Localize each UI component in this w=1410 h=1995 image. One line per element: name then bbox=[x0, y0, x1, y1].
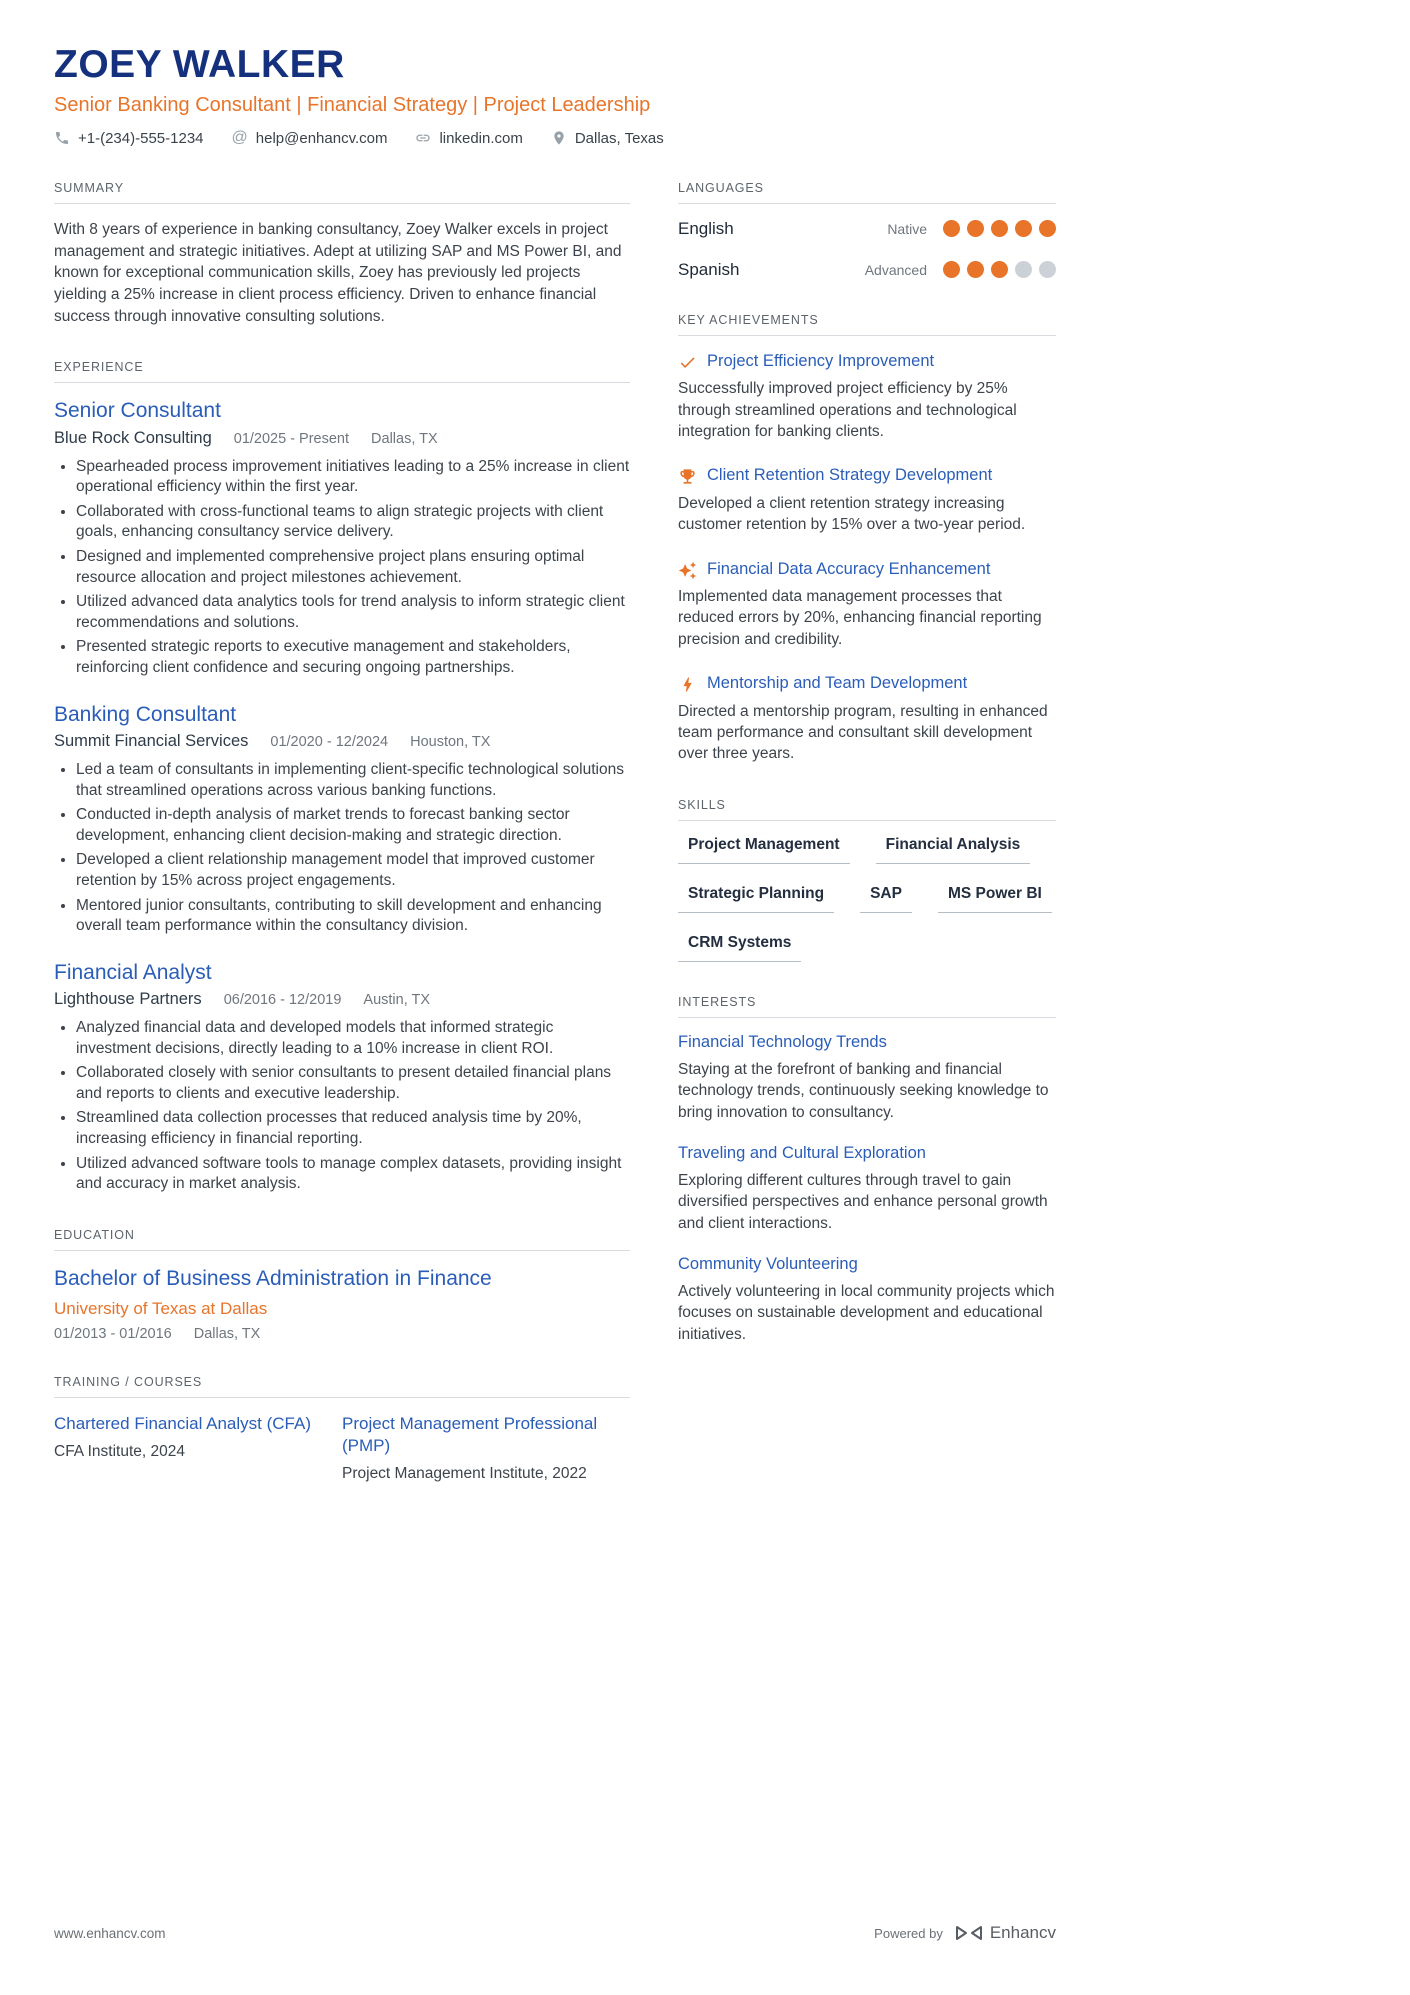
interest-title: Financial Technology Trends bbox=[678, 1032, 887, 1051]
rating-dot-empty bbox=[1039, 261, 1056, 278]
achievement-title: Project Efficiency Improvement bbox=[707, 351, 935, 370]
achievement-head bbox=[678, 351, 1056, 372]
enhancv-logo-icon bbox=[955, 1924, 983, 1942]
job-bullet: Conducted in-depth analysis of market trends to forecast banking sector development, enhancing client decision-making and strategic direction. bbox=[54, 805, 630, 846]
skill-item: Project Management bbox=[678, 836, 850, 864]
contact-email[interactable] bbox=[232, 130, 388, 147]
skill-item: SAP bbox=[860, 885, 912, 913]
achievement-head bbox=[678, 673, 1056, 694]
trophy-icon bbox=[678, 467, 697, 486]
course-org: Project Management Institute, 2022 bbox=[342, 1465, 587, 1483]
contact-row bbox=[54, 130, 1056, 147]
interest-item bbox=[678, 1033, 1056, 1123]
skills-list bbox=[678, 836, 1056, 962]
job-dates: 01/2020 - 12/2024 bbox=[270, 733, 389, 750]
enhancv-brand-name: Enhancv bbox=[989, 1923, 1056, 1942]
enhancv-brand[interactable] bbox=[955, 1923, 1056, 1943]
job-meta bbox=[54, 429, 630, 448]
job-meta bbox=[54, 732, 630, 751]
skill-item: Financial Analysis bbox=[876, 836, 1031, 864]
job-title: Banking Consultant bbox=[54, 702, 237, 726]
degree-title: Bachelor of Business Administration in Finance bbox=[54, 1266, 492, 1290]
job-bullet: Spearheaded process improvement initiatives leading to a 25% increase in client operational efficiency within the first year. bbox=[54, 457, 630, 498]
experience-section bbox=[54, 360, 630, 1195]
language-level: Advanced bbox=[864, 261, 927, 278]
rating-dot-filled bbox=[943, 220, 960, 237]
achievement-head bbox=[678, 559, 1056, 580]
language-row bbox=[678, 260, 1056, 280]
job-bullet: Utilized advanced software tools to manage complex datasets, providing insight and accuracy in market analysis. bbox=[54, 1154, 630, 1195]
experience-item bbox=[54, 702, 630, 937]
education-meta bbox=[54, 1326, 630, 1342]
left-column bbox=[54, 181, 630, 1518]
achievement-item bbox=[678, 559, 1056, 651]
interests-heading: INTERESTS bbox=[678, 995, 1056, 1018]
interest-title: Community Volunteering bbox=[678, 1255, 858, 1274]
right-column bbox=[678, 181, 1056, 1518]
language-level: Native bbox=[887, 220, 927, 237]
language-row bbox=[678, 219, 1056, 239]
language-name: Spanish bbox=[678, 259, 740, 279]
achievement-text: Implemented data management processes that reduced errors by 20%, enhancing financial reporting precision and credibility. bbox=[678, 588, 1042, 648]
resume-page bbox=[54, 0, 1056, 1518]
contact-phone-text: +1-(234)-555-1234 bbox=[78, 129, 204, 147]
interest-text: Staying at the forefront of banking and financial technology trends, continuously seeking knowledge to bring innovation to consultancy. bbox=[678, 1060, 1049, 1121]
language-rating bbox=[943, 261, 1056, 278]
contact-link-text: linkedin.com bbox=[439, 129, 523, 147]
lightning-icon bbox=[678, 675, 697, 694]
job-bullet: Developed a client relationship management model that improved customer retention by 15% across project engagements. bbox=[54, 850, 630, 891]
training-section bbox=[54, 1375, 630, 1484]
rating-dot-empty bbox=[1015, 261, 1032, 278]
achievement-item bbox=[678, 673, 1056, 765]
training-heading: TRAINING / COURSES bbox=[54, 1375, 630, 1398]
summary-text: With 8 years of experience in banking consultancy, Zoey Walker excels in project management and strategic initiatives. Adept at utilizing SAP and MS Power BI, and known for exceptional communication skills, Zoey has previously led projects yielding a 25% increase in client process efficiency. Driven to enhance financial success through innovative consulting solutions. bbox=[54, 220, 622, 325]
skill-item: CRM Systems bbox=[678, 934, 801, 962]
achievement-title: Financial Data Accuracy Enhancement bbox=[707, 559, 991, 578]
course-item bbox=[54, 1413, 314, 1484]
powered-by bbox=[874, 1923, 1056, 1943]
phone-icon bbox=[54, 130, 70, 146]
skill-item: Strategic Planning bbox=[678, 885, 834, 913]
experience-item bbox=[54, 398, 630, 678]
rating-dot-filled bbox=[991, 261, 1008, 278]
job-bullet: Led a team of consultants in implementing client-specific technological solutions that streamlined operations across various banking functions. bbox=[54, 760, 630, 801]
interests-section bbox=[678, 995, 1056, 1345]
powered-by-label: Powered by bbox=[874, 1925, 943, 1941]
language-rating bbox=[943, 220, 1056, 237]
contact-phone[interactable] bbox=[54, 130, 204, 147]
education-heading: EDUCATION bbox=[54, 1228, 630, 1251]
job-location: Austin, TX bbox=[363, 992, 431, 1009]
summary-heading: SUMMARY bbox=[54, 181, 630, 204]
footer-site-link[interactable]: www.enhancv.com bbox=[54, 1925, 166, 1941]
achievement-item bbox=[678, 351, 1056, 443]
skills-heading: SKILLS bbox=[678, 798, 1056, 821]
rating-dot-filled bbox=[967, 220, 984, 237]
job-bullet: Streamlined data collection processes that reduced analysis time by 20%, increasing efficiency in financial reporting. bbox=[54, 1108, 630, 1149]
job-location: Dallas, TX bbox=[371, 430, 438, 447]
job-company: Blue Rock Consulting bbox=[54, 428, 212, 447]
skills-section bbox=[678, 798, 1056, 962]
contact-location-text: Dallas, Texas bbox=[574, 129, 664, 147]
job-bullet: Analyzed financial data and developed models that informed strategic investment decisions, directly leading to a 10% increase in client ROI. bbox=[54, 1018, 630, 1059]
job-title: Senior Consultant bbox=[54, 399, 221, 423]
achievements-heading: KEY ACHIEVEMENTS bbox=[678, 313, 1056, 336]
job-dates: 01/2025 - Present bbox=[233, 430, 350, 447]
candidate-headline: Senior Banking Consultant | Financial Strategy | Project Leadership bbox=[54, 93, 651, 116]
skill-item: MS Power BI bbox=[938, 885, 1052, 913]
experience-item bbox=[54, 960, 630, 1195]
job-bullets bbox=[54, 760, 630, 937]
course-item bbox=[342, 1413, 602, 1484]
rating-dot-filled bbox=[943, 261, 960, 278]
achievement-text: Developed a client retention strategy increasing customer retention by 15% over a two-year period. bbox=[678, 494, 1026, 534]
achievement-item bbox=[678, 465, 1056, 535]
interest-title: Traveling and Cultural Exploration bbox=[678, 1143, 926, 1162]
job-bullet: Collaborated with cross-functional teams to align strategic projects with client goals, enhancing consultancy service delivery. bbox=[54, 502, 630, 543]
job-bullet: Mentored junior consultants, contributing to skill development and enhancing overall team performance within the consultancy division. bbox=[54, 896, 630, 937]
interest-text: Exploring different cultures through travel to gain diversified perspectives and enhance personal growth and client interactions. bbox=[678, 1171, 1048, 1232]
job-bullets bbox=[54, 457, 630, 679]
achievement-text: Directed a mentorship program, resulting in enhanced team performance and consultant skill development over three years. bbox=[678, 702, 1048, 763]
sparkle-star-icon bbox=[678, 561, 697, 580]
job-bullets bbox=[54, 1018, 630, 1195]
job-company: Lighthouse Partners bbox=[54, 990, 202, 1009]
experience-heading: EXPERIENCE bbox=[54, 360, 630, 383]
rating-dot-filled bbox=[991, 220, 1008, 237]
resume-columns bbox=[54, 181, 1056, 1518]
languages-section bbox=[678, 181, 1056, 280]
achievements-section bbox=[678, 313, 1056, 765]
education-section bbox=[54, 1228, 630, 1342]
candidate-name: ZOEY WALKER bbox=[54, 43, 345, 86]
achievement-title: Mentorship and Team Development bbox=[707, 674, 968, 693]
interest-text: Actively volunteering in local community projects which focuses on sustainable development and educational initiatives. bbox=[678, 1283, 1055, 1343]
job-dates: 06/2016 - 12/2019 bbox=[223, 992, 342, 1009]
job-bullet: Collaborated closely with senior consultants to present detailed financial plans and reports to clients and executive leadership. bbox=[54, 1063, 630, 1104]
course-title: Project Management Professional (PMP) bbox=[342, 1414, 598, 1456]
job-bullet: Designed and implemented comprehensive project plans ensuring optimal resource allocation and project milestones achievement. bbox=[54, 547, 630, 588]
school-name: University of Texas at Dallas bbox=[54, 1299, 268, 1319]
interest-item bbox=[678, 1255, 1056, 1345]
job-meta bbox=[54, 990, 630, 1009]
course-org: CFA Institute, 2024 bbox=[54, 1443, 185, 1461]
education-location: Dallas, TX bbox=[193, 1326, 261, 1343]
contact-email-text: help@enhancv.com bbox=[255, 129, 388, 147]
rating-dot-filled bbox=[967, 261, 984, 278]
page-footer bbox=[54, 1923, 1056, 1943]
check-icon bbox=[678, 353, 697, 372]
job-bullet: Presented strategic reports to executive management and stakeholders, reinforcing client confidence and securing ongoing partnerships. bbox=[54, 637, 630, 678]
language-name: English bbox=[678, 218, 734, 238]
courses-list bbox=[54, 1413, 630, 1484]
languages-heading: LANGUAGES bbox=[678, 181, 1056, 204]
interest-item bbox=[678, 1144, 1056, 1234]
summary-section bbox=[54, 181, 630, 327]
contact-link[interactable] bbox=[415, 130, 522, 147]
rating-dot-filled bbox=[1015, 220, 1032, 237]
course-title: Chartered Financial Analyst (CFA) bbox=[54, 1414, 311, 1434]
achievement-text: Successfully improved project efficiency by 25% through streamlined operations and technological integration for banking clients. bbox=[678, 380, 1017, 441]
job-bullet: Utilized advanced data analytics tools for trend analysis to inform strategic client recommendations and solutions. bbox=[54, 592, 630, 633]
link-icon bbox=[415, 130, 431, 146]
education-dates: 01/2013 - 01/2016 bbox=[54, 1326, 172, 1343]
achievement-head bbox=[678, 465, 1056, 486]
achievement-title: Client Retention Strategy Development bbox=[707, 466, 993, 485]
job-location: Houston, TX bbox=[410, 733, 491, 750]
job-title: Financial Analyst bbox=[54, 960, 212, 984]
at-icon: @ bbox=[231, 129, 248, 147]
job-company: Summit Financial Services bbox=[54, 731, 249, 750]
location-pin-icon bbox=[551, 130, 567, 146]
resume-header bbox=[54, 44, 1056, 147]
rating-dot-filled bbox=[1039, 220, 1056, 237]
contact-location bbox=[551, 130, 664, 147]
